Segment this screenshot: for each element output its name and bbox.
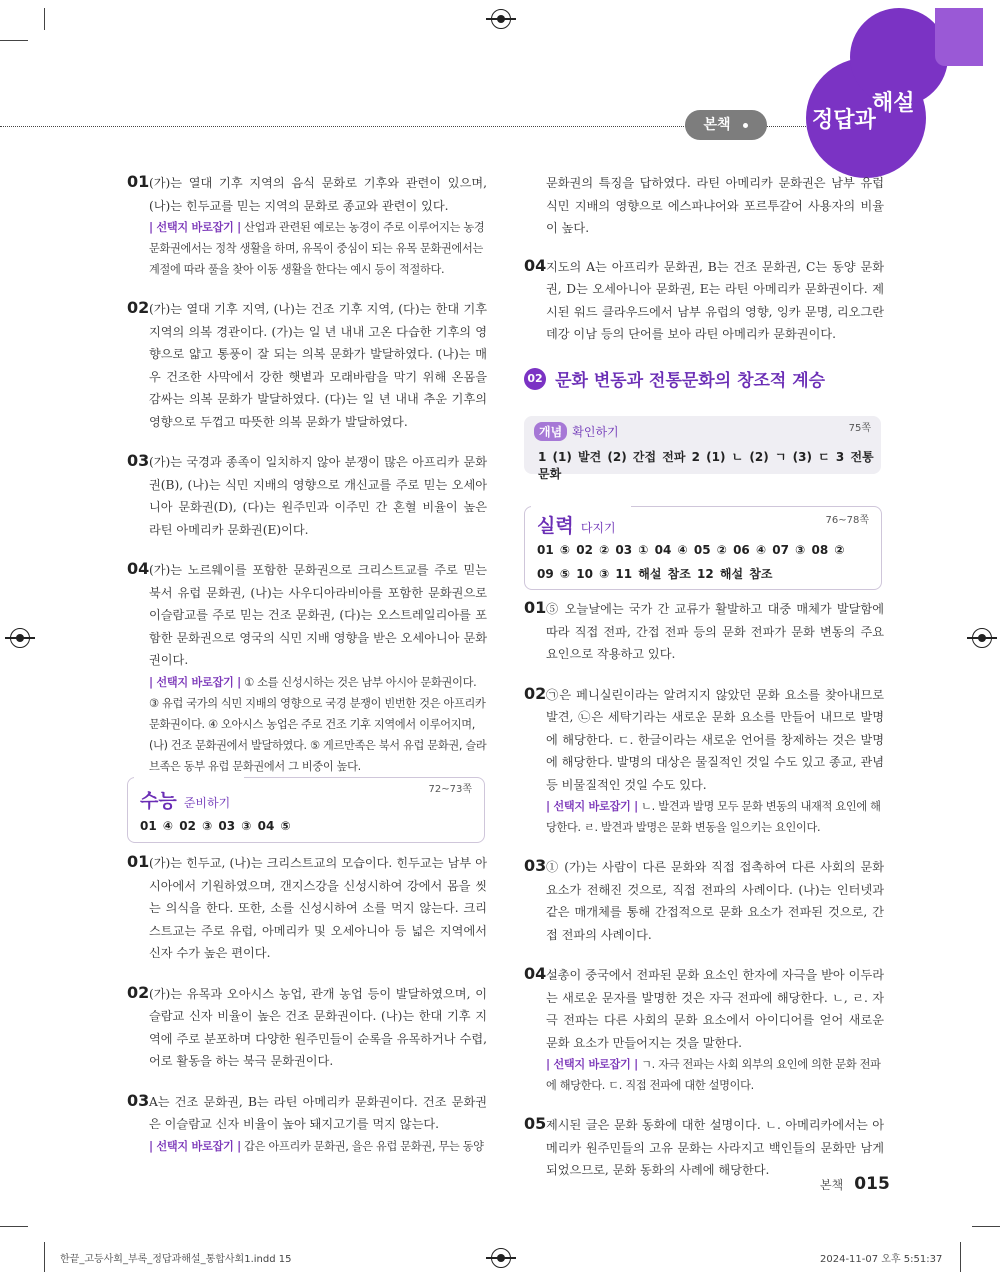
item-text: (가)는 열대 기후 지역의 음식 문화로 기후와 관련이 있으며, (나)는 힌두교를 믿는 지역의 문화로 종교와 관련이 있다. xyxy=(149,176,487,213)
skill-pages: 76~78쪽 xyxy=(825,515,869,526)
suneung-answers: 01 ④ 02 ③ 03 ③ 04 ⑤ xyxy=(140,819,291,833)
item-number: 03 xyxy=(127,1090,150,1110)
skill-item-03 xyxy=(524,856,884,946)
right-column-top xyxy=(524,172,884,364)
continued-text: 문화권의 특징을 답하였다. 라틴 아메리카 문화권은 남부 유럽 식민 지배의 영향으로 에스파냐어와 포르투갈어 사용자의 비율이 높다. xyxy=(546,176,884,235)
crop-mark xyxy=(44,8,45,30)
suneung-box xyxy=(127,777,485,843)
choice-correction xyxy=(149,1136,487,1157)
skill-title-small: 다지기 xyxy=(580,521,616,535)
choice-correction xyxy=(546,796,884,838)
section-heading xyxy=(524,366,825,391)
registration-mark-icon xyxy=(491,1248,511,1268)
section-title: 문화 변동과 전통문화의 창조적 계승 xyxy=(555,371,826,391)
note-tag: | 선택지 바로잡기 | xyxy=(546,800,638,813)
concept-box xyxy=(524,416,881,481)
item-text: 지도의 A는 아프리카 문화권, B는 건조 문화권, C는 동양 문화권, D는 오세아니아 문화권, E는 라틴 아메리카 문화권이다. 제시된 워드 클라우드에서 남부 유럽의 영향, 잉카 문명, 리오그란데강 이남 등의 단어를 보아 라틴 아메리카 문화권이다. xyxy=(546,259,884,341)
note-text: 갑은 아프리카 문화권, 을은 유럽 문화권, 무는 동양 xyxy=(240,1139,484,1153)
item-number: 04 xyxy=(524,255,547,275)
suneung-item-01 xyxy=(127,852,487,965)
answer-item-01 xyxy=(127,172,487,280)
item-text: ㉠은 페니실린이라는 알려지지 않았던 문화 요소를 찾아내므로 발견, ㉡은 세탁기라는 새로운 문화 요소를 만들어 내므로 발명에 해당한다. ㄷ. 한글이라는 새로운 언어를 창제하는 것은 발명에 해당한다. 발명의 대상은 물질적인 것일 수도 있고 종교, 관념 등 비물질적인 것일 수도 있다. xyxy=(546,687,884,792)
item-number: 01 xyxy=(127,172,150,191)
note-text: ① 소를 신성시하는 것은 남부 아시아 문화권이다. ③ 유럽 국가의 식민 지배의 영향으로 국경 분쟁이 빈번한 것은 아프리카 문화권이다. ④ 오아시스 농업은 주로 건조 기후 지역에서 이루어지며, (나) 건조 문화권에서 발달하였다. ⑤ 게르만족은 북서 유럽 문화권, 슬라브족은 동부 유럽 문화권에서 그 비중이 높다. xyxy=(149,675,487,773)
concept-answers: 1 (1) 발견 (2) 간접 전파 2 (1) ㄴ (2) ㄱ (3) ㄷ 3 전통문화 xyxy=(538,450,874,481)
suneung-title-big: 수능 xyxy=(140,790,177,812)
header-corner-block xyxy=(935,8,983,66)
left-column-lower xyxy=(127,852,487,1175)
item-text: A는 건조 문화권, B는 라틴 아메리카 문화권이다. 건조 문화권은 이슬람교 신자 비율이 높아 돼지고기를 먹지 않는다. xyxy=(149,1094,487,1131)
crop-mark xyxy=(0,40,28,41)
skill-item-02 xyxy=(524,684,884,839)
note-text: ㄴ. 발견과 발명 모두 문화 변동의 내재적 요인에 해당한다. ㄹ. 발견과 발명은 문화 변동을 일으키는 요인이다. xyxy=(546,800,881,834)
answer-item-04-right xyxy=(524,256,884,346)
skill-title xyxy=(537,511,616,538)
left-column xyxy=(127,172,487,795)
page-footer xyxy=(820,1174,890,1194)
skill-answers-row2: 09 ⑤ 10 ③ 11 해설 참조 12 해설 참조 xyxy=(537,567,773,581)
crop-mark xyxy=(0,1226,28,1227)
registration-mark-icon xyxy=(10,628,30,648)
concept-pages: 75쪽 xyxy=(848,423,871,434)
answer-item-03 xyxy=(127,451,487,541)
item-number: 02 xyxy=(524,683,547,703)
note-tag: | 선택지 바로잡기 | xyxy=(149,675,241,689)
right-column-lower xyxy=(524,598,884,1200)
note-text: 산업과 관련된 예로는 농경이 주로 이루어지는 농경 문화권에서는 정착 생활을 하며, 유목이 중심이 되는 유목 문화권에서는 계절에 따라 풀을 찾아 이동 생활을 한다는 예시 등이 적절하다. xyxy=(149,221,485,276)
header-title-main: 정답과 xyxy=(812,108,876,133)
dot-icon xyxy=(743,123,748,128)
registration-mark-icon xyxy=(972,628,992,648)
crop-mark xyxy=(960,1242,961,1272)
choice-correction xyxy=(149,672,487,777)
item-number: 02 xyxy=(127,298,150,317)
skill-box xyxy=(524,506,882,590)
item-text: (가)는 힌두교, (나)는 크리스트교의 모습이다. 힌두교는 남부 아시아에서 기원하였으며, 갠지스강을 신성시하여 강에서 몸을 씻는 의식을 한다. 또한, 소를 신성시하여 소를 먹지 않는다. 크리스트교는 주로 유럽, 아메리카 및 오세아니아 등 넓은 지역에서 신자 수가 높은 편이다. xyxy=(149,856,487,960)
footer-book: 본책 xyxy=(820,1178,844,1192)
skill-answers-row1: 01 ⑤ 02 ② 03 ① 04 ④ 05 ② 06 ④ 07 ③ 08 ② xyxy=(537,543,845,557)
item-number: 04 xyxy=(127,559,150,578)
skill-item-05 xyxy=(524,1114,884,1182)
item-number: 03 xyxy=(524,856,547,875)
suneung-item-03 xyxy=(127,1091,487,1157)
suneung-item-02 xyxy=(127,983,487,1073)
answer-item-02 xyxy=(127,298,487,433)
choice-correction xyxy=(546,1054,884,1096)
suneung-title xyxy=(140,786,230,813)
item-text: ① (가)는 사람이 다른 문화와 직접 접촉하여 다른 사회의 문화 요소가 전해진 것으로, 직접 전파의 사례이다. (나)는 인터넷과 같은 매개체를 통해 간접적으로 문화 요소가 전파된 것으로, 간접 전파의 사례이다. xyxy=(546,860,884,942)
item-text: 설총이 중국에서 전파된 문화 요소인 한자에 자극을 받아 이두라는 새로운 문자를 발명한 것은 자극 전파에 해당한다. ㄴ, ㄹ. 자극 전파는 다른 사회의 문화 요소에서 아이디어를 얻어 새로운 문화 요소가 만들어지는 것을 말한다. xyxy=(546,968,884,1050)
registration-mark-icon xyxy=(491,9,511,29)
book-tab xyxy=(685,110,767,140)
note-text: ㄱ. 자극 전파는 사회 외부의 요인에 의한 문화 전파에 해당한다. ㄷ. 직접 전파에 대한 설명이다. xyxy=(546,1058,881,1092)
crop-mark xyxy=(972,1226,1000,1227)
item-number: 05 xyxy=(524,1114,547,1133)
item-text: (가)는 국경과 종족이 일치하지 않아 분쟁이 많은 아프리카 문화권(B), (나)는 식민 지배의 영향으로 개신교를 주로 믿는 오세아니아 문화권(D), (다)는 원주민과 이주민 간 혼혈 비율이 높은 라틴 아메리카 문화권(E)이다. xyxy=(149,455,487,537)
note-tag: | 선택지 바로잡기 | xyxy=(149,221,241,234)
note-tag: | 선택지 바로잡기 | xyxy=(546,1058,638,1071)
concept-label-badge: 개념 xyxy=(534,422,567,441)
item-number: 04 xyxy=(524,964,547,983)
item-text: (가)는 유목과 오아시스 농업, 관개 농업 등이 발달하였으며, 이슬람교 신자 비율이 높은 건조 문화권이다. (나)는 한대 기후 지역에 주로 분포하며 다양한 원주민들이 순록을 유목하거나 수렵, 어로 활동을 하는 북극 문화권이다. xyxy=(149,986,487,1068)
print-date-info: 2024-11-07 오후 5:51:37 xyxy=(820,1254,943,1265)
section-badge: 02 xyxy=(524,368,546,390)
item-number: 01 xyxy=(524,598,547,617)
book-tab-label: 본책 xyxy=(703,117,731,133)
suneung-pages: 72~73쪽 xyxy=(428,784,472,795)
concept-label-text: 확인하기 xyxy=(572,425,619,439)
item-number: 03 xyxy=(127,451,150,470)
item-text: (가)는 열대 기후 지역, (나)는 건조 기후 지역, (다)는 한대 기후 지역의 의복 경관이다. (가)는 일 년 내내 고온 다습한 기후의 영향으로 얇고 통풍이 잘 되는 의복 문화가 발달하였다. (나)는 매우 건조한 사막에서 강한 햇볕과 모래바람을 막기 위해 온몸을 감싸는 의복 문화가 발달하였다. (다)는 일 년 내내 추운 기후의 영향으로 두껍고 따뜻한 의복 문화가 발달하였다. xyxy=(149,302,487,429)
skill-item-01 xyxy=(524,598,884,666)
suneung-title-small: 준비하기 xyxy=(183,796,231,810)
item-text: ⑤ 오늘날에는 국가 간 교류가 활발하고 대중 매체가 발달함에 따라 직접 전파, 간접 전파 등의 문화 전파가 문화 변동의 주요 요인으로 작용하고 있다. xyxy=(546,602,884,661)
print-file-info: 한끝_고등사회_부록_정답과해설_통합사회1.indd 15 xyxy=(60,1254,292,1265)
skill-item-04 xyxy=(524,964,884,1096)
item-text: 제시된 글은 문화 동화에 대한 설명이다. ㄴ. 아메리카에서는 아메리카 원주민들의 고유 문화는 사라지고 백인들의 문화만 남게 되었으므로, 문화 동화의 사례에 해당한다. xyxy=(546,1118,884,1177)
note-tag: | 선택지 바로잡기 | xyxy=(149,1139,241,1153)
skill-title-big: 실력 xyxy=(537,515,574,537)
concept-label xyxy=(534,421,619,441)
page-number: 015 xyxy=(854,1174,890,1194)
item-number: 02 xyxy=(127,982,150,1002)
crop-mark xyxy=(44,1242,45,1272)
item-text: (가)는 노르웨이를 포함한 문화권으로 크리스트교를 주로 믿는 북서 유럽 문화권, (나)는 사우디아라비아를 포함한 문화권으로 이슬람교를 주로 믿는 건조 문화권, (다)는 오스트레일리아를 포함한 문화권으로 영국의 식민 지배 영향을 받은 오세아니아 문화권이다. xyxy=(149,563,487,667)
header-title-sub: 해설 xyxy=(872,91,915,116)
choice-correction xyxy=(149,217,487,280)
answer-item-04 xyxy=(127,559,487,777)
item-number: 01 xyxy=(127,852,150,871)
